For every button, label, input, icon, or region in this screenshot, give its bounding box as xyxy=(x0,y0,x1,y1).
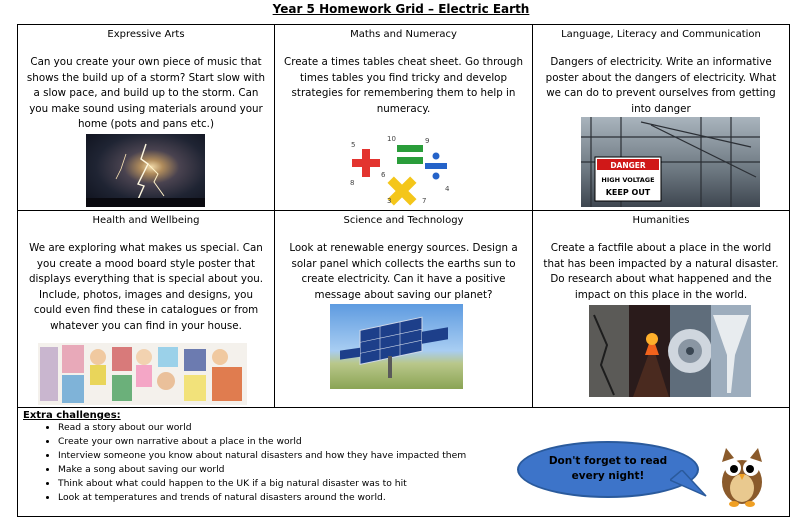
cell-heading: Expressive Arts xyxy=(107,29,185,40)
svg-text:3: 3 xyxy=(387,197,392,205)
svg-text:4: 4 xyxy=(445,185,450,193)
minus-icon xyxy=(397,145,423,152)
cell-expressive-arts xyxy=(18,25,275,211)
cell-body: Can you create your own piece of music that shows the build up of a storm? Start slow with a slow pace, and build up to the storm. Can you make sound using materials around your home (pots and pans etc.) xyxy=(26,56,266,130)
cell-heading: Health and Wellbeing xyxy=(92,215,200,226)
cell-maths-numeracy xyxy=(275,25,533,211)
lightning-bolt-icon xyxy=(86,134,205,207)
svg-text:9: 9 xyxy=(425,137,430,145)
owl-icon xyxy=(712,444,772,508)
list-item: • Create your own narrative about a place in the world xyxy=(58,435,466,449)
svg-text:6: 6 xyxy=(381,171,386,179)
mood-board-image xyxy=(38,343,247,405)
cell-body: Create a factfile about a place in the world that has been impacted by a natural disaster. Do research about what happened and the impact on this place in the world. xyxy=(543,242,779,301)
extra-challenges-title: Extra challenges: xyxy=(23,410,121,421)
cell-heading: Maths and Numeracy xyxy=(350,29,457,40)
svg-text:10: 10 xyxy=(387,135,396,143)
homework-grid xyxy=(17,24,790,408)
page-title: Year 5 Homework Grid – Electric Earth xyxy=(272,2,530,16)
svg-text:7: 7 xyxy=(422,197,427,205)
svg-text:5: 5 xyxy=(351,141,356,149)
natural-disasters-image xyxy=(589,305,751,397)
cell-heading: Language, Literacy and Communication xyxy=(561,29,761,40)
svg-text:HIGH VOLTAGE: HIGH VOLTAGE xyxy=(601,176,655,184)
svg-text:KEEP OUT: KEEP OUT xyxy=(605,188,651,197)
speech-bubble-tail xyxy=(670,470,710,500)
cell-heading: Science and Technology xyxy=(343,215,464,226)
cell-body: Dangers of electricity. Write an informative poster about the dangers of electricity. What we can do to prevent ourselves from getting into danger xyxy=(545,56,777,115)
svg-text:DANGER: DANGER xyxy=(610,161,646,170)
extra-challenges-list xyxy=(28,421,466,505)
solar-panel-image xyxy=(330,304,463,389)
svg-text:8: 8 xyxy=(350,179,355,187)
list-item: • Interview someone you know about natural disasters and how they have impacted them xyxy=(58,449,466,463)
cell-language-literacy xyxy=(533,25,789,211)
maths-symbols-image xyxy=(347,133,455,207)
cell-humanities xyxy=(533,211,789,407)
list-item: • Make a song about saving our world xyxy=(58,463,466,477)
danger-sign-image xyxy=(581,117,760,207)
cell-heading: Humanities xyxy=(632,215,690,226)
cell-health-wellbeing xyxy=(18,211,275,407)
divide-icon xyxy=(425,163,447,169)
list-item: • Read a story about our world xyxy=(58,421,466,435)
list-item: • Think about what could happen to the UK if a big natural disaster was to hit xyxy=(58,477,466,491)
cell-body: Create a times tables cheat sheet. Go through times tables you find tricky and develop strategies for remembering them to help in numeracy. xyxy=(284,56,523,115)
reading-reminder-text: Don't forget to read every night! xyxy=(548,455,668,482)
cell-body: Look at renewable energy sources. Design a solar panel which collects the earths sun to create electricity. Can it have a positive message about saving our planet? xyxy=(289,242,518,301)
cell-body: We are exploring what makes us special. Can you create a mood board style poster that displays everything that is special about you. Include, photos, images and designs, you could even find these in catalogues or from whatever you can find in your house. xyxy=(28,242,264,332)
cell-science-technology xyxy=(275,211,533,407)
list-item: • Look at temperatures and trends of natural disasters around the world. xyxy=(58,491,466,505)
lightning-storm-image xyxy=(86,134,205,207)
